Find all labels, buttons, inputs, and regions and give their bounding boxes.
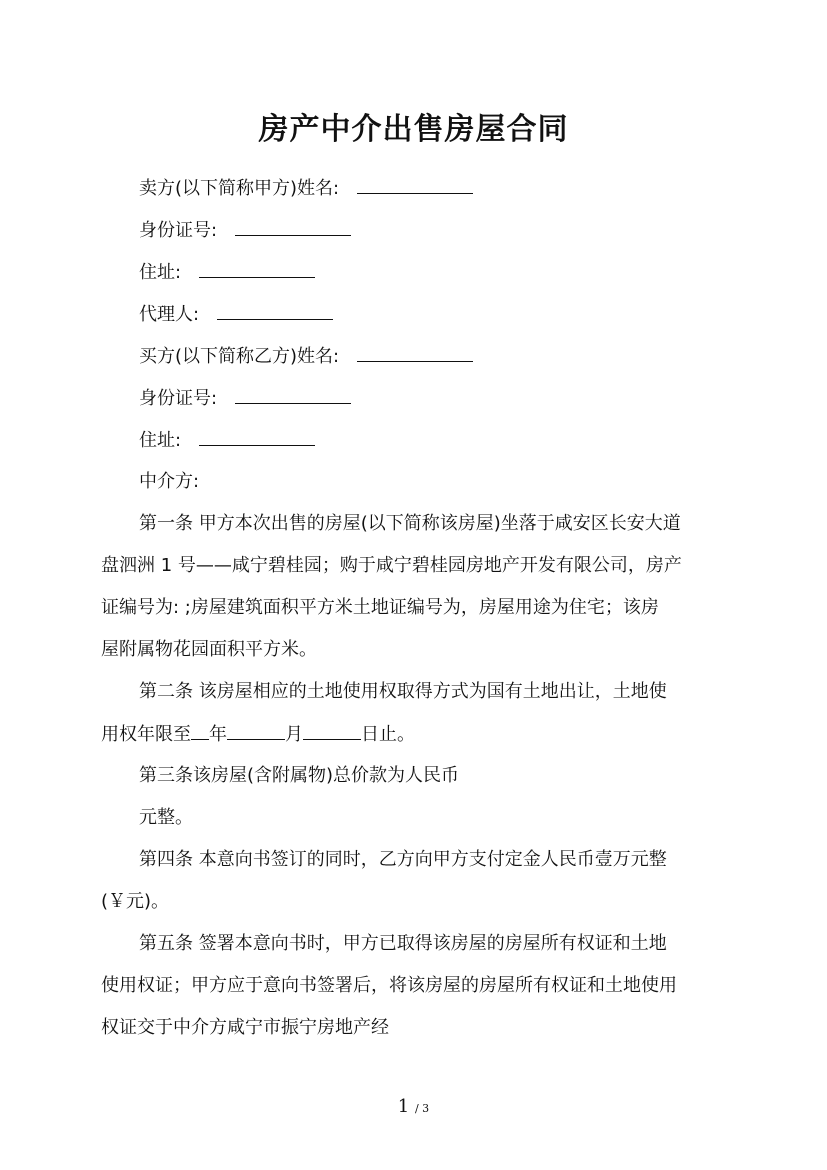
agent-field	[139, 301, 333, 327]
total-pages: / 3	[414, 1102, 430, 1115]
text-fragment: 日止。	[361, 724, 415, 745]
blank-line	[227, 721, 285, 740]
article1-line: 盘泗洲 1 号——咸宁碧桂园；购于咸宁碧桂园房地产开发有限公司，房产	[101, 555, 682, 576]
blank-line	[357, 343, 473, 362]
seller-address-field	[139, 259, 315, 285]
blank-line	[357, 175, 473, 194]
intermediary-field	[139, 469, 199, 495]
article1-line: 证编号为: ;房屋建筑面积平方米土地证编号为，房屋用途为住宅；该房	[101, 597, 659, 618]
seller-name-field	[139, 175, 473, 201]
article1-line: 第一条 甲方本次出售的房屋(以下简称该房屋)坐落于咸安区长安大道	[139, 513, 681, 534]
article5-line: 使用权证；甲方应于意向书签署后，将该房屋的房屋所有权证和土地使用	[101, 975, 677, 996]
text-fragment: 用权年限至	[101, 724, 191, 745]
blank-line	[191, 721, 209, 740]
field-label: 身份证号:	[139, 388, 218, 409]
field-label: 住址:	[139, 262, 182, 283]
field-label: 买方(以下简称乙方)姓名:	[139, 346, 340, 367]
article4-line: 第四条 本意向书签订的同时，乙方向甲方支付定金人民币壹万元整	[139, 849, 667, 870]
seller-id-field	[139, 217, 351, 243]
buyer-name-field	[139, 343, 473, 369]
page-number	[0, 1096, 827, 1117]
buyer-address-field	[139, 427, 315, 453]
field-label: 代理人:	[139, 304, 200, 325]
document-title: 房产中介出售房屋合同	[258, 112, 569, 147]
blank-line	[235, 217, 351, 236]
article1-line: 屋附属物花园面积平方米。	[101, 639, 317, 660]
article4-line: (￥元)。	[101, 891, 170, 912]
text-fragment: 月	[285, 724, 303, 745]
article5-line: 权证交于中介方咸宁市振宁房地产经	[101, 1017, 389, 1038]
article3-line: 第三条该房屋(含附属物)总价款为人民币	[139, 765, 460, 786]
blank-line	[217, 301, 333, 320]
field-label: 中介方:	[139, 471, 200, 492]
article3-line: 元整。	[139, 807, 193, 828]
field-label: 卖方(以下简称甲方)姓名:	[139, 178, 340, 199]
blank-line	[303, 721, 361, 740]
article5-line: 第五条 签署本意向书时，甲方已取得该房屋的房屋所有权证和土地	[139, 933, 667, 954]
blank-line	[235, 385, 351, 404]
blank-line	[199, 427, 315, 446]
field-label: 住址:	[139, 430, 182, 451]
article2-line	[101, 721, 415, 748]
article2-line: 第二条 该房屋相应的土地使用权取得方式为国有土地出让，土地使	[139, 681, 667, 702]
buyer-id-field	[139, 385, 351, 411]
current-page: 1	[397, 1096, 410, 1117]
text-fragment: 年	[209, 724, 227, 745]
blank-line	[199, 259, 315, 278]
field-label: 身份证号:	[139, 220, 218, 241]
